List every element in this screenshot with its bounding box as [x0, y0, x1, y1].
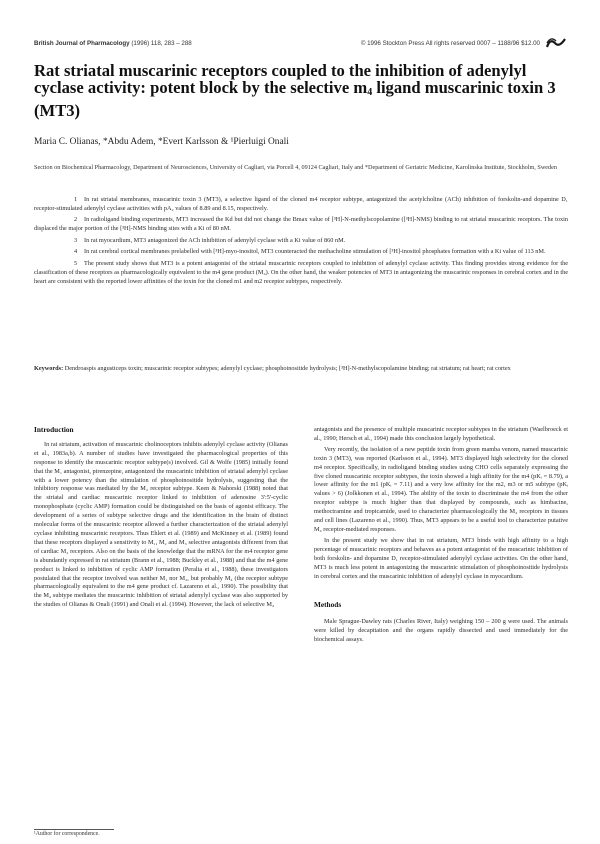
keywords [34, 364, 568, 373]
running-header [34, 38, 566, 50]
author-list: Maria C. Olianas, *Abdu Adem, *Evert Karlsson & ¹Pierluigi Onali [34, 137, 289, 147]
left-column [34, 426, 288, 612]
article-title [34, 62, 574, 119]
body-paragraph: Male Sprague-Dawley rats (Charles River, Italy) weighing 150 – 200 g were used. The animals were killed by decapitation and the organs rapidly dissected and used immediately for the biochemical assays. [314, 618, 568, 644]
title-text-2: ligand muscarinic toxin 3 (MT3) [34, 78, 556, 120]
abstract-point [34, 237, 568, 246]
abstract [34, 196, 568, 289]
abstract-point-number: 5 [74, 259, 78, 267]
abstract-point-number: 1 [74, 196, 78, 203]
body-paragraph: Very recently, the isolation of a new peptide toxin from green mamba venom, named muscarinic toxin 3 (MT3), was reported (Karlsson et al., 1994). MT3 displayed high selectivity for the cloned m4 receptor. Specifically, in radioligand binding studies using CHO cells separately expressing the five cloned muscarinic receptor subtypes, the toxin showed a high affinity for the m4 (pKᵢ = 8.79), a lower affinity for the m1 (pKᵢ = 7.11) and a very low affinity for the m2, m3 or m5 subtype (pKᵢ values > 6) (Jolkkonen et al., 1994). The ability of the toxin to discriminate the m4 from the other receptor subtype is much higher than that displayed by compounds, such as himbacine, methoctramine and tropicamide, used to characterize pharmacologically the M₄ receptors in tissues and cell lines (Lazareno et al., 1990). Thus, MT3 appears to be a useful tool to characterize putative M₄ receptor-mediated responses. [314, 445, 568, 533]
abstract-point-text: The present study shows that MT3 is a potent antagonist of the striatal muscarinic receptors coupled to inhibition of adenylyl cyclase activity. This finding provides strong evidence for the classification of these receptors as pharmacologically equivalent to the m4 gene product (M₄). On the other hand, the weaker potencies of MT3 in antagonizing the muscarinic responses in cerebral cortex and in the heart are consistent with the reported lower affinities of the toxin for the cloned m1 and m2 receptor subtypes, respectively. [34, 259, 568, 285]
footnote: ¹Author for correspondence. [34, 831, 100, 837]
keywords-label: Keywords: [34, 365, 64, 372]
copyright-line: © 1996 Stockton Press All rights reserved 0007 – 1188/96 $12.00 [360, 40, 540, 47]
abstract-point-text: In rat myocardium, MT3 antagonized the ACh inhibition of adenylyl cyclase with a Ki value of 860 nM. [84, 236, 346, 244]
abstract-point-number: 3 [74, 236, 78, 244]
journal-citation [34, 40, 192, 47]
abstract-point [34, 248, 568, 257]
introduction-heading: Introduction [34, 425, 74, 434]
abstract-point [34, 196, 568, 214]
abstract-point-text: In rat striatal membranes, muscarinic toxin 3 (MT3), a selective ligand of the cloned m4 receptor subtype, antagonized the acetylcholine (ACh) inhibition of forskolin-and dopamine D₁ receptor-stimulated adenylyl cyclase activities with pA₂ values of 8.89 and 8.15, respectively. [34, 196, 568, 212]
title-text-1: Rat striatal muscarinic receptors coupled to the inhibition of adenylyl cyclase activity: potent block by the selective m [34, 61, 527, 98]
journal-name: British Journal of Pharmacology [34, 40, 130, 47]
abstract-point-text: In rat cerebral cortical membranes prelabelled with [³H]-myo-inositol, MT3 counteracted the methacholine stimulation of [³H]-inositol phosphates formation with a Ki value of 113 nM. [84, 248, 546, 256]
body-paragraph: In the present study we show that in rat striatum, MT3 binds with high affinity to a high percentage of muscarinic receptors and behaves as a potent antagonist of the muscarinic inhibition of both forskolin- and dopamine D₁ receptor-stimulated adenylyl cyclase activities. On the other hand, MT3 is much less potent in antagonizing the muscarinic stimulation of phosphoinositide hydrolysis in cerebral cortex and the muscarinic inhibition of adenylyl cyclase in myocardium. [314, 536, 568, 580]
body-paragraph: antagonists and the presence of multiple muscarinic receptor subtypes in the striatum (Waelbroeck et al., 1990; Hersch et al., 1994) made this conclusion largely hypothetical. [314, 426, 568, 442]
abstract-point-number: 2 [74, 216, 78, 224]
abstract-point [34, 216, 568, 234]
keywords-text: Dendroaspis angusticeps toxin; muscarinic receptor subtypes; adenylyl cyclase; phosphoinositide hydrolysis; [³H]-N-methylscopolamine binding; rat striatum; rat heart; rat cortex [63, 365, 511, 372]
journal-volume-pages: (1996) 118, 283 – 288 [129, 40, 192, 47]
stockton-press-logo-icon [546, 37, 566, 49]
abstract-point-text: In radioligand binding experiments, MT3 increased the Kd but did not change the Bmax value of [³H]-N-methylscopolamine ([³H]-NMS) binding to rat striatal muscarinic receptors. The toxin displaced the major portion of the [³H]-NMS binding sites with a Ki of 80 nM. [34, 216, 568, 233]
abstract-point-number: 4 [74, 248, 78, 256]
footnote-rule [34, 829, 114, 830]
methods-heading: Methods [314, 600, 342, 610]
right-column [314, 426, 568, 647]
abstract-point [34, 260, 568, 287]
body-paragraph: In rat striatum, activation of muscarinic cholinoceptors inhibits adenylyl cyclase activity (Olianas et al., 1983a,b). A number of studies have investigated the pharmacological properties of this response to identify the muscarinic receptor subtype(s) involved. Gil & Wolfe (1985) initially found that the M₁ antagonist, pirenzepine, antagonized the muscarinic inhibition of striatal adenylyl cyclase with a lower potency than the stimulation of phosphoinositide hydrolysis, suggesting that the inhibitory response was mediated by the M₂ receptor subtype. Keen & Nahorski (1988) noted that the striatal and cardiac muscarinic receptor linked to inhibition of adenosine 3':5'-cyclic monophosphate (cyclic AMP) formation could be distinguished on the basis of agonist efficacy. The development of a series of subtype selective drugs and the identification in the brain of distinct molecular forms of the muscarinic receptor allowed a further characterization of the striatal adenylyl cyclase inhibiting muscarinic receptors. Thus Ehlert et al. (1989) and McKinney et al. (1989) found that these receptors displayed a sensitivity to M₁, M₂ and M₃ selective antagonists different from that of cardiac M₂ receptors. Also on the basis of the knowledge that the mRNA for the m4 receptor gene is abundantly expressed in rat striatum (Brann et al., 1988; Buckley et al., 1988) and that the m4 gene product is linked to inhibition of cyclic AMP formation (Peralta et al., 1988), these investigators postulated that the receptor involved was neither M₁ nor M₂, but probably M₄ (the receptor subtype pharmacologically equivalent to the m4 gene product cf. Lazareno et al., 1990). The possibility that the M₄ subtype mediates the muscarinic inhibition of striatal adenylyl cyclase was also supported by the studies of Olianas & Onali (1991) and Onali et al. (1994). However, the lack of selective M₄ [34, 440, 288, 609]
affiliation: Section on Biochemical Pharmacology, Department of Neurosciences, University of Cagliari, via Porcell 4, 09124 Cagliari, Italy and *Department of Geriatric Medicine, Karolinska Institute, Stockholm, Sweden [34, 164, 557, 171]
title-subscript: 4 [367, 87, 373, 99]
